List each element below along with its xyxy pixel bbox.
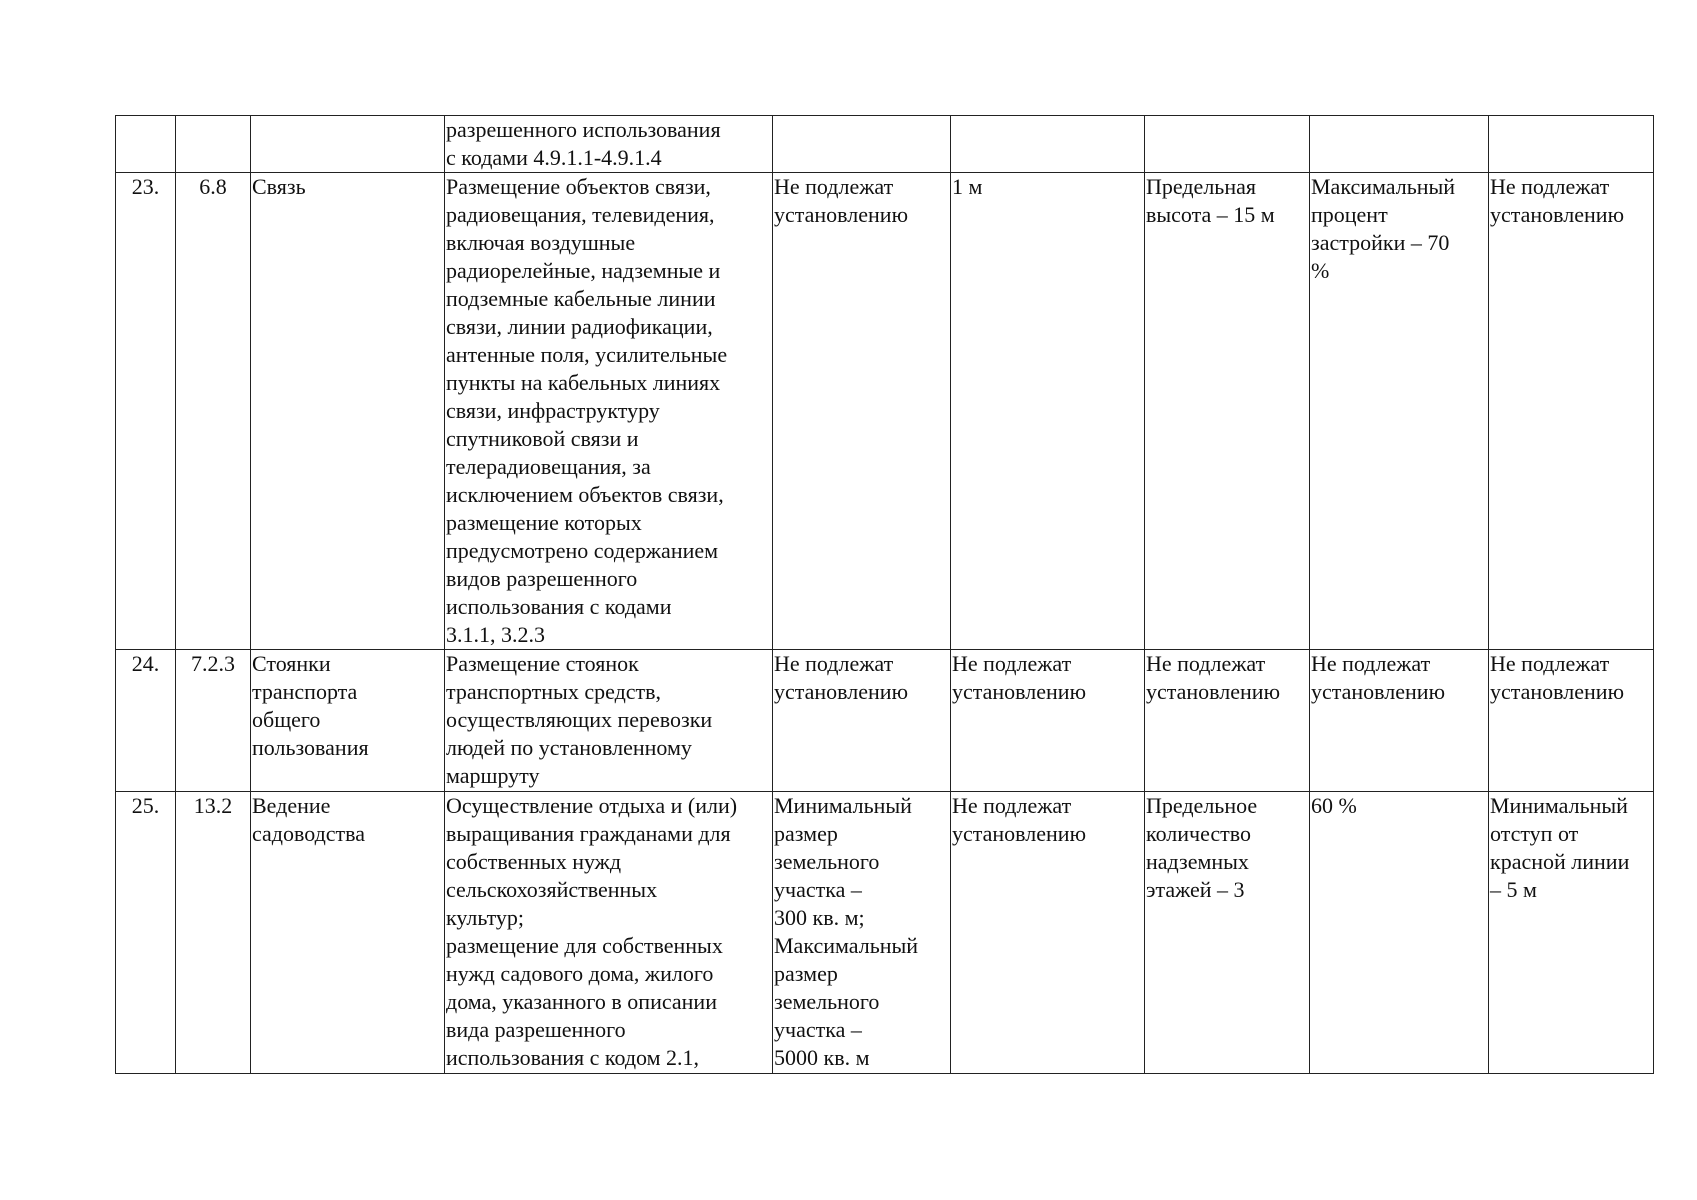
use-code-cell: 13.2 <box>176 792 251 1074</box>
height-limit-cell: Предельная высота – 15 м <box>1145 173 1310 650</box>
plot-size-cell: Не подлежат установлению <box>773 173 951 650</box>
use-name-cell <box>251 116 445 173</box>
other-params-cell: Не подлежат установлению <box>1489 650 1654 792</box>
plot-size-cell <box>773 116 951 173</box>
land-use-regulations-table <box>115 115 1654 1074</box>
use-code-cell <box>176 116 251 173</box>
use-description-cell: Осуществление отдыха и (или) выращивания гражданами для собственных нужд сельскохозяйственных культур; размещение для собственных нужд садового дома, жилого дома, указанного в описании вида разрешенного использования с кодом 2.1, <box>445 792 773 1074</box>
coverage-cell: 60 % <box>1310 792 1489 1074</box>
use-code-cell: 7.2.3 <box>176 650 251 792</box>
other-params-cell: Минимальный отступ от красной линии – 5 м <box>1489 792 1654 1074</box>
use-description-cell: разрешенного использования с кодами 4.9.1.1-4.9.1.4 <box>445 116 773 173</box>
row-number-cell: 23. <box>116 173 176 650</box>
use-name-cell: Ведение садоводства <box>251 792 445 1074</box>
setback-cell: Не подлежат установлению <box>951 650 1145 792</box>
row-number-cell <box>116 116 176 173</box>
table-row <box>116 116 1654 173</box>
use-code-cell: 6.8 <box>176 173 251 650</box>
height-limit-cell: Не подлежат установлению <box>1145 650 1310 792</box>
plot-size-cell: Минимальный размер земельного участка – 300 кв. м; Максимальный размер земельного участка – 5000 кв. м <box>773 792 951 1074</box>
use-name-cell: Стоянки транспорта общего пользования <box>251 650 445 792</box>
setback-cell: 1 м <box>951 173 1145 650</box>
row-number-cell: 24. <box>116 650 176 792</box>
other-params-cell: Не подлежат установлению <box>1489 173 1654 650</box>
table-row <box>116 792 1654 1074</box>
table-row <box>116 173 1654 650</box>
use-name-cell: Связь <box>251 173 445 650</box>
coverage-cell: Максимальный процент застройки – 70 % <box>1310 173 1489 650</box>
table-row <box>116 650 1654 792</box>
plot-size-cell: Не подлежат установлению <box>773 650 951 792</box>
row-number-cell: 25. <box>116 792 176 1074</box>
use-description-cell: Размещение стоянок транспортных средств, осуществляющих перевозки людей по установленному маршруту <box>445 650 773 792</box>
other-params-cell <box>1489 116 1654 173</box>
coverage-cell <box>1310 116 1489 173</box>
use-description-cell: Размещение объектов связи, радиовещания, телевидения, включая воздушные радиорелейные, надземные и подземные кабельные линии связи, линии радиофикации, антенные поля, усилительные пункты на кабельных линиях связи, инфраструктуру спутниковой связи и телерадиовещания, за исключением объектов связи, размещение которых предусмотрено содержанием видов разрешенного использования с кодами 3.1.1, 3.2.3 <box>445 173 773 650</box>
setback-cell: Не подлежат установлению <box>951 792 1145 1074</box>
coverage-cell: Не подлежат установлению <box>1310 650 1489 792</box>
setback-cell <box>951 116 1145 173</box>
height-limit-cell: Предельное количество надземных этажей – 3 <box>1145 792 1310 1074</box>
height-limit-cell <box>1145 116 1310 173</box>
